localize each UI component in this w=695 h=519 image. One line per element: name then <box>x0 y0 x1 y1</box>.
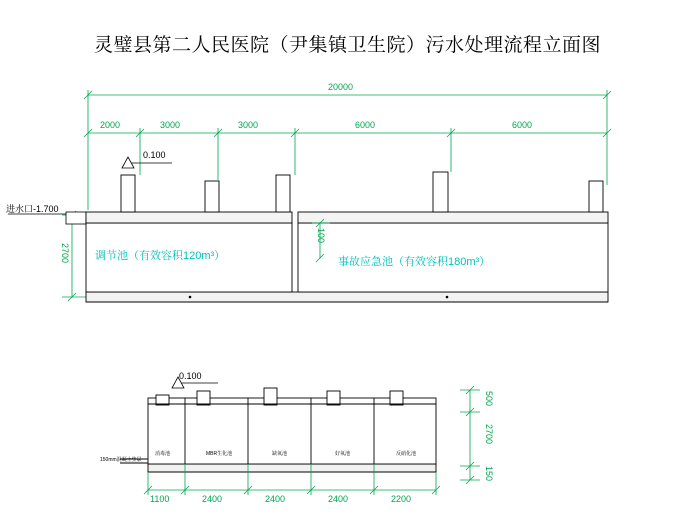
segment-dim-5: 6000 <box>512 120 533 130</box>
plan-cell-label-5: 反硝化池 <box>396 451 417 457</box>
plan-cell-label-1: 消毒池 <box>155 451 171 457</box>
plan-right-dim-2: 2700 <box>484 424 494 445</box>
overall-dimension-label: 20000 <box>328 82 354 92</box>
plan-cell-label-2: MBR生化池 <box>206 451 233 457</box>
plan-bottom-dim-3: 2400 <box>265 494 286 504</box>
pipe-note-label: 150mm混凝土垫层 <box>100 457 142 463</box>
plan-bottom-dim-2: 2400 <box>202 494 223 504</box>
tank-label-1: 调节池（有效容积120m³） <box>95 250 226 262</box>
plan-bottom-dim-1: 1100 <box>150 494 170 504</box>
segment-dim-3: 3000 <box>238 120 259 130</box>
elevation-level-label: 0.100 <box>143 150 166 160</box>
plan-cell-label-3: 缺氧池 <box>272 451 288 457</box>
wall-thickness-label: 100 <box>316 228 326 244</box>
segment-dim-1: 2000 <box>100 120 121 130</box>
plan-bottom-dim-4: 2400 <box>328 494 349 504</box>
plan-right-dim-3: 150 <box>484 466 494 482</box>
plan-right-dim-1: 500 <box>484 391 494 407</box>
segment-dim-2: 3000 <box>160 120 181 130</box>
inlet-label: 进水口-1.700 <box>6 204 59 214</box>
depth-dimension-label: 2700 <box>60 243 70 264</box>
tank-label-2: 事故应急池（有效容积180m³） <box>338 256 491 268</box>
page-title: 灵璧县第二人民医院（尹集镇卫生院）污水处理流程立面图 <box>93 34 601 56</box>
segment-dim-4: 6000 <box>355 120 376 130</box>
plan-cell-label-4: 好氧池 <box>335 451 351 457</box>
plan-bottom-dim-5: 2200 <box>391 494 412 504</box>
plan-elevation-level-label: 0.100 <box>179 371 202 381</box>
